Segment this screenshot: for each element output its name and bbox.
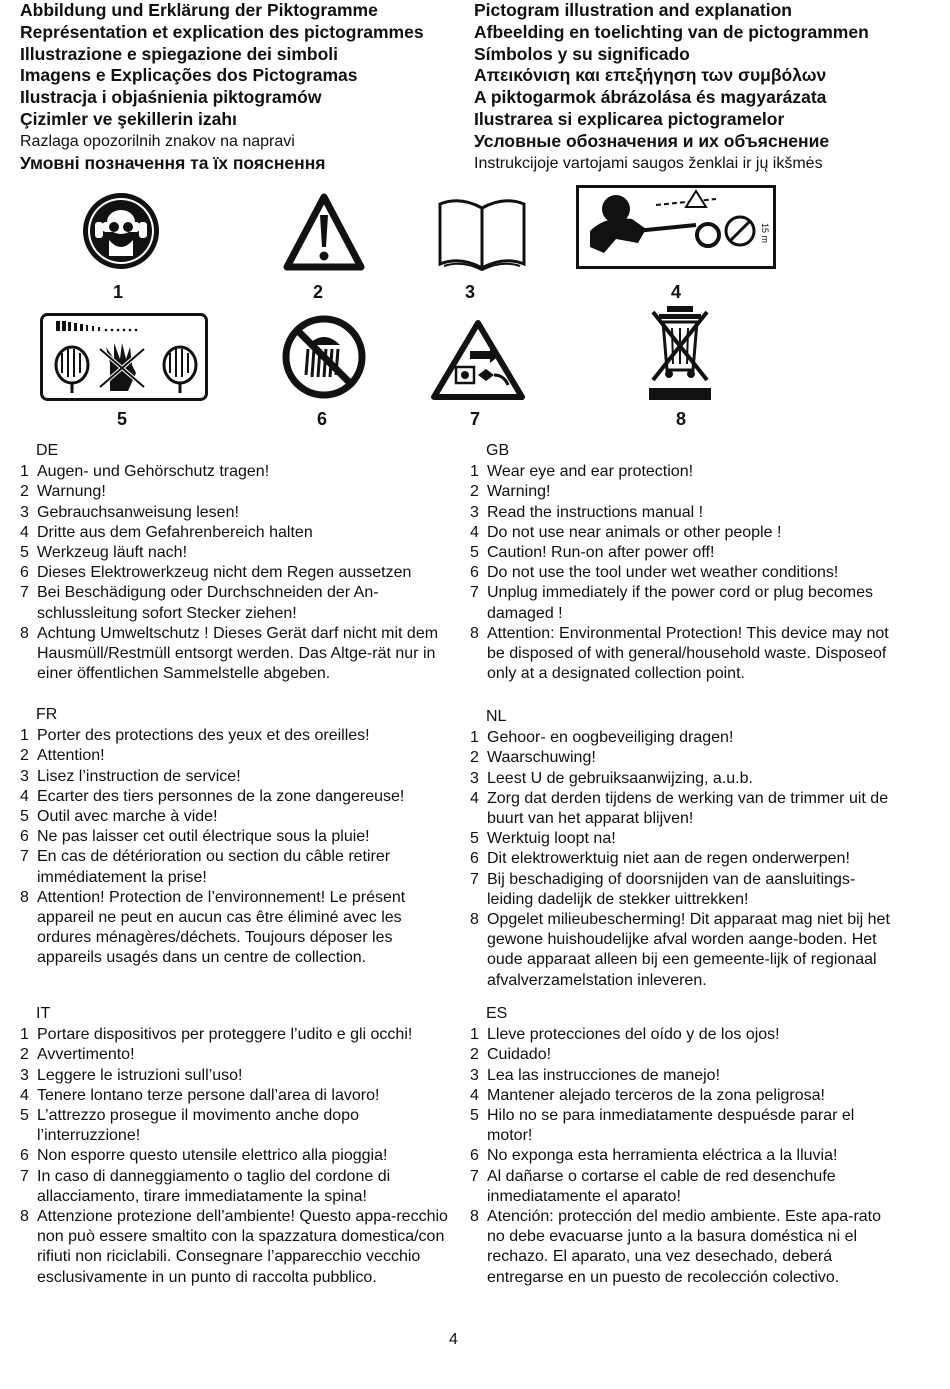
- list-item: 7 Bei Beschädigung oder Durchschneiden der An-schlussleitung sofort Stecker ziehen!: [20, 584, 379, 622]
- language-code: ES: [486, 1005, 508, 1022]
- header-line: Απεικόνιση και επεξήγηση των συμβόλων: [474, 65, 827, 86]
- list-item: 3 Lea las instrucciones de manejo!: [470, 1066, 721, 1084]
- pictogram-number: 5: [117, 409, 128, 429]
- header-line: Razlaga opozorilnih znakov na napravi: [20, 132, 295, 150]
- list-item: 6 Ne pas laisser cet outil électrique sous la pluie!: [20, 828, 370, 846]
- language-code: GB: [486, 442, 510, 459]
- list-item: 7 Al dañarse o cortarse el cable de red desenchufe inmediatamente el aparato!: [470, 1167, 836, 1205]
- list-item: 1 Gehoor- en oogbeveiliging dragen!: [470, 729, 734, 747]
- pictogram-number: 4: [671, 282, 682, 302]
- header-line: Afbeelding en toelichting van de pictogrammen: [474, 21, 869, 42]
- keep-bystanders-away-icon: [576, 185, 776, 269]
- list-item: 1 Lleve protecciones del oído y de los ojos!: [470, 1026, 780, 1044]
- list-item: 2 Waarschuwing!: [470, 749, 596, 767]
- open-manual-icon: [436, 194, 528, 272]
- list-item: 1 Porter des protections des yeux et des oreilles!: [20, 727, 370, 745]
- header-right: [474, 0, 869, 174]
- list-item: 4 Dritte aus dem Gefahrenbereich halten: [20, 523, 313, 541]
- pictogram-number: 8: [676, 409, 687, 429]
- list-item: 6 Non esporre questo utensile elettrico alla pioggia!: [20, 1147, 388, 1165]
- pictogram-number: 1: [113, 282, 124, 302]
- list-item: 5 Hilo no se para inmediatamente despuésde parar el motor!: [470, 1107, 855, 1145]
- list-item: 3 Read the instructions manual !: [470, 503, 704, 521]
- pictogram-number: 7: [470, 409, 481, 429]
- pictogram-number: 6: [317, 409, 328, 429]
- header-line: Illustrazione e spiegazione dei simboli: [20, 43, 338, 64]
- list-item: 5 Outil avec marche à vide!: [20, 808, 218, 826]
- list-item: 4 Tenere lontano terze persone dall’area di lavoro!: [20, 1086, 380, 1104]
- list-item: 4 Ecarter des tiers personnes de la zone dangereuse!: [20, 787, 405, 805]
- list-item: 2 Warning!: [470, 483, 551, 501]
- language-code: IT: [36, 1005, 51, 1022]
- list-item: 2 Attention!: [20, 747, 105, 765]
- list-item: 4 Mantener alejado terceros de la zona peligrosa!: [470, 1086, 825, 1104]
- list-item: 3 Leest U de gebruiksaanwijzing, a.u.b.: [470, 769, 753, 787]
- list-item: 3 Lisez l’instruction de service!: [20, 767, 241, 785]
- header-line: Çizimler ve şekillerin izahı: [20, 108, 237, 129]
- list-item: 5 Werktuig loopt na!: [470, 830, 616, 848]
- section-es: [470, 1004, 900, 1288]
- list-item: 8 Attention: Environmental Protection! This device may not be disposed of with general/household waste. Disposeof only at a designated collection point.: [470, 624, 889, 683]
- no-rain-icon: [282, 315, 366, 399]
- distance-label: 15 m: [760, 223, 770, 244]
- list-item: 2 Warnung!: [20, 483, 106, 501]
- list-item: 4 Do not use near animals or other people !: [470, 523, 782, 541]
- section-nl: [470, 707, 900, 991]
- list-item: 6 Dieses Elektrowerkzeug nicht dem Regen aussetzen: [20, 564, 412, 582]
- header-line: Pictogram illustration and explanation: [474, 0, 792, 20]
- header-line: A piktogarmok ábrázolása és magyarázata: [474, 87, 827, 108]
- list-item: 8 Opgelet milieubescherming! Dit apparaat mag niet bij het gewone huishoudelijke afval worden aange-boden. Het oude apparaat alleen bij een gemeente-lijk of regionaal afvalverzamelstation inleveren.: [470, 911, 890, 989]
- list-item: 7 Bij beschadiging of doorsnijden van de aansluitings-leiding dadelijk de stekker uittrekken!: [470, 870, 856, 908]
- header-line: Ilustrarea si explicarea pictogramelor: [474, 108, 785, 129]
- section-fr: [20, 705, 450, 969]
- section-de: [20, 441, 450, 684]
- list-item: 6 Do not use the tool under wet weather conditions!: [470, 564, 839, 582]
- list-item: 1 Portare dispositivos per proteggere l’udito e gli occhi!: [20, 1026, 413, 1044]
- list-item: 6 No exponga esta herramienta eléctrica a la lluvia!: [470, 1147, 838, 1165]
- list-item: 1 Augen- und Gehörschutz tragen!: [20, 463, 270, 481]
- header-line: Условные обозначения и их объяснение: [474, 130, 830, 151]
- unplug-power-cord-icon: [430, 319, 526, 401]
- list-item: 1 Wear eye and ear protection!: [470, 463, 694, 481]
- list-item: 3 Gebrauchsanweisung lesen!: [20, 503, 239, 521]
- run-on-blade-icon: [40, 313, 208, 401]
- list-item: 7 In caso di danneggiamento o taglio del cordone di allacciamento, tirare immediatamente la spina!: [20, 1167, 391, 1205]
- header-line: Умовні позначення та їх пояснення: [20, 152, 326, 173]
- header-line: Símbolos y su significado: [474, 43, 690, 64]
- list-item: 8 Atención: protección del medio ambiente. Este apa-rato no debe evacuarse junto a la basura doméstica ni el rechazo. El aparato, una vez desechado, deberá entregarse en un puesto de recolección colectivo.: [470, 1208, 882, 1286]
- section-it: [20, 1004, 450, 1288]
- language-code: FR: [36, 706, 58, 723]
- list-item: 3 Leggere le istruzioni sull’uso!: [20, 1066, 243, 1084]
- list-item: 5 Werkzeug läuft nach!: [20, 544, 188, 562]
- header-left: [20, 0, 424, 174]
- header-line: Ilustracja i objaśnienia piktogramów: [20, 87, 322, 108]
- list-item: 2 Avvertimento!: [20, 1046, 135, 1064]
- list-item: 8 Achtung Umweltschutz ! Dieses Gerät darf nicht mit dem Hausmüll/Restmüll entsorgt werden. Das Altge-rät nur in einer öffentlichen Sammelstelle abgeben.: [20, 624, 439, 683]
- warning-triangle-icon: [283, 193, 365, 271]
- list-item: 6 Dit elektrowerktuig niet aan de regen onderwerpen!: [470, 850, 850, 868]
- list-item: 8 Attenzione protezione dell’ambiente! Questo appa-recchio non può essere smaltito con la spazzatura domestica/con rifiuti non riciclabili. Consegnare l’apparecchio vecchio esclusivamente in un punto di raccolta pubblico.: [20, 1208, 448, 1286]
- list-item: 7 Unplug immediately if the power cord or plug becomes damaged !: [470, 584, 873, 622]
- list-item: 8 Attention! Protection de l’environnement! Le présent appareil ne peut en aucun cas être éliminé avec les ordures ménagères/déchets. Toujours déposer les appareils usagés dans un centre de collection.: [20, 888, 406, 967]
- pictogram-number: 2: [313, 282, 324, 302]
- header-line: Représentation et explication des pictogrammes: [20, 21, 424, 42]
- language-code: NL: [486, 708, 507, 725]
- header-line: Abbildung und Erklärung der Piktogramme: [20, 0, 378, 20]
- header-line: Instrukcijoje vartojami saugos ženklai ir jų ikšmės: [474, 154, 823, 172]
- section-gb: [470, 441, 900, 684]
- list-item: 5 Caution! Run-on after power off!: [470, 544, 715, 562]
- crossed-out-bin-icon: [647, 304, 713, 402]
- header-line: Imagens e Explicações dos Pictogramas: [20, 65, 358, 86]
- list-item: 2 Cuidado!: [470, 1046, 552, 1064]
- pictogram-number: 3: [465, 282, 476, 302]
- list-item: 7 En cas de détérioration ou section du câble retirer immédiatement la prise!: [20, 848, 391, 886]
- page-number: 4: [449, 1331, 458, 1348]
- language-code: DE: [36, 442, 59, 459]
- eye-ear-protection-icon: [82, 192, 160, 270]
- list-item: 5 L’attrezzo prosegue il movimento anche dopo l’interruzzione!: [20, 1107, 359, 1145]
- list-item: 4 Zorg dat derden tijdens de werking van de trimmer uit de buurt van het apparat blijven!: [470, 789, 889, 828]
